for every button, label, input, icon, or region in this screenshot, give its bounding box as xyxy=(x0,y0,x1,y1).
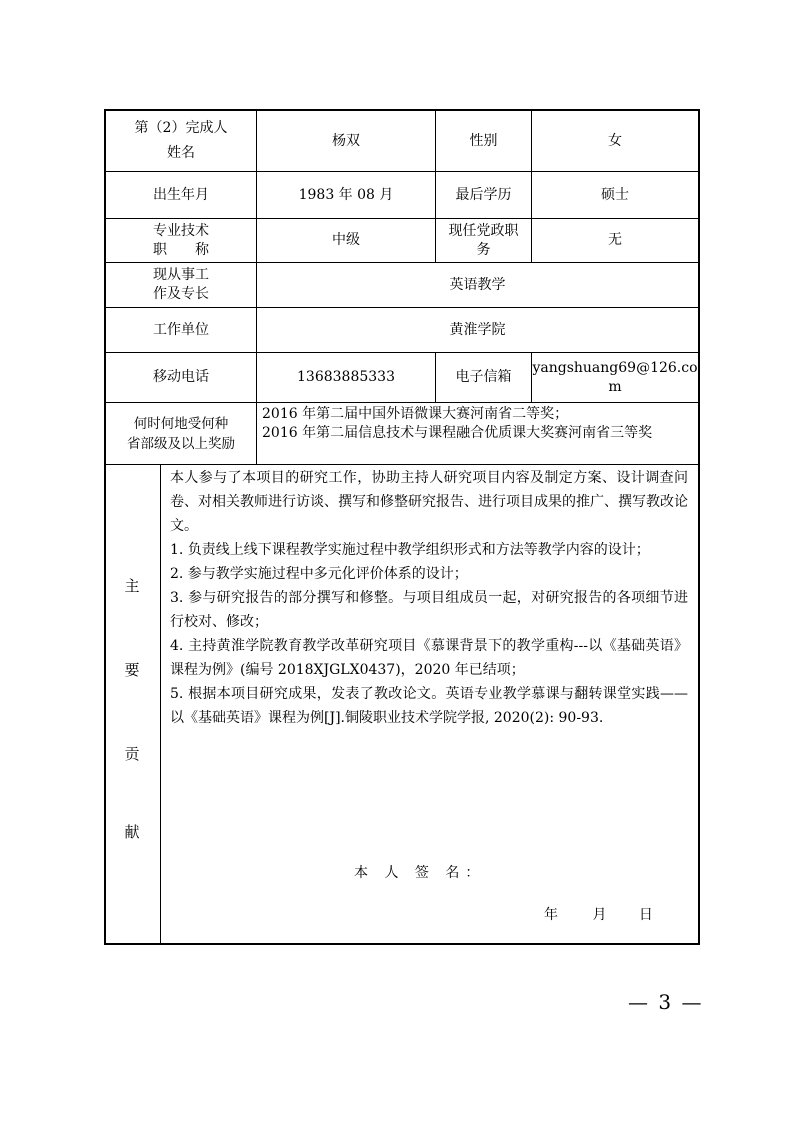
contribution-label-char: 献 xyxy=(124,823,140,841)
education-value: 硕士 xyxy=(601,186,629,203)
specialty-label-line2: 作及专长 xyxy=(153,286,209,302)
workplace-value: 黄淮学院 xyxy=(449,321,506,338)
contribution-text xyxy=(170,466,688,730)
contribution-paragraph: 5. 根据本项目研究成果，发表了教改论文。英语专业教学慕课与翻转课堂实践——以《基础英语》课程为例[J].铜陵职业技术学院学报, 2020(2): 90-93. xyxy=(170,686,688,726)
phone-value: 13683885333 xyxy=(297,369,395,385)
completer-label xyxy=(106,111,256,171)
specialty-value: 英语教学 xyxy=(449,276,506,293)
birth-label: 出生年月 xyxy=(153,186,209,203)
gender-value: 女 xyxy=(608,132,622,149)
name-value: 杨双 xyxy=(332,132,360,149)
contribution-label-char: 贡 xyxy=(124,745,140,763)
title-label xyxy=(106,219,256,262)
completer-label-line1: 第（2）完成人 xyxy=(134,120,228,136)
award-item: 2016 年第二届中国外语微课大赛河南省二等奖； xyxy=(262,406,569,422)
table-border-bottom xyxy=(104,943,700,945)
page-number: — 3 — xyxy=(628,990,704,1014)
gender-label: 性别 xyxy=(469,132,498,149)
contribution-paragraph: 1. 负责线上线下课程教学实施过程中教学组织形式和方法等教学内容的设计； xyxy=(170,542,650,558)
email-label: 电子信箱 xyxy=(455,369,512,385)
specialty-label xyxy=(106,263,256,307)
awards-list xyxy=(262,405,698,443)
post-label xyxy=(436,219,531,262)
awards-label xyxy=(106,403,256,464)
workplace-label: 工作单位 xyxy=(153,321,209,338)
email-value-line2: m xyxy=(608,378,622,395)
completer-label-line2: 姓名 xyxy=(167,145,195,161)
contribution-label xyxy=(104,467,160,945)
email-value xyxy=(532,353,698,402)
specialty-label-line1: 现从事工 xyxy=(153,267,209,283)
signature-label: 本 人 签 名： xyxy=(354,865,486,881)
title-value: 中级 xyxy=(332,232,360,248)
signature-date xyxy=(544,904,653,924)
birth-value: 1983 年 08 月 xyxy=(298,186,394,203)
email-value-line1: yangshuang69@126.co xyxy=(532,359,698,376)
table-border-right xyxy=(698,109,700,945)
awards-label-line1: 何时何地受何种 xyxy=(133,415,229,432)
date-month: 月 xyxy=(592,907,607,923)
date-day: 日 xyxy=(638,907,653,923)
education-label: 最后学历 xyxy=(455,186,512,203)
title-label-line1: 专业技术 xyxy=(153,222,209,239)
title-label-line2: 职 称 xyxy=(153,241,209,258)
post-label-line1: 现任党政职 xyxy=(448,222,519,239)
contribution-paragraph: 2. 参与教学实施过程中多元化评价体系的设计； xyxy=(170,566,468,582)
contribution-paragraph: 3. 参与研究报告的部分撰写和修整。与项目组成员一起，对研究报告的各项细节进行校对、修改； xyxy=(170,590,688,630)
contribution-paragraph: 4. 主持黄淮学院教育教学改革研究项目《慕课背景下的教学重构---以《基础英语》课程为例》(编号 2018XJGLX0437)，2020 年已结项； xyxy=(170,638,688,678)
post-label-line2: 务 xyxy=(476,241,491,258)
col-divider xyxy=(160,464,161,945)
date-year: 年 xyxy=(544,907,558,923)
phone-label: 移动电话 xyxy=(153,369,209,385)
contribution-label-char: 要 xyxy=(124,661,140,679)
awards-label-line2: 省部级及以上奖励 xyxy=(127,435,235,452)
contribution-label-char: 主 xyxy=(124,577,140,595)
contribution-paragraph: 本人参与了本项目的研究工作，协助主持人研究项目内容及制定方案、设计调查问卷、对相关教师进行访谈、撰写和修整研究报告、进行项目成果的推广、撰写教改论文。 xyxy=(170,470,688,534)
post-value: 无 xyxy=(608,232,622,248)
award-item: 2016 年第二届信息技术与课程融合优质课大奖赛河南省三等奖 xyxy=(262,425,653,441)
col-divider xyxy=(256,402,257,464)
row-divider xyxy=(104,464,700,465)
